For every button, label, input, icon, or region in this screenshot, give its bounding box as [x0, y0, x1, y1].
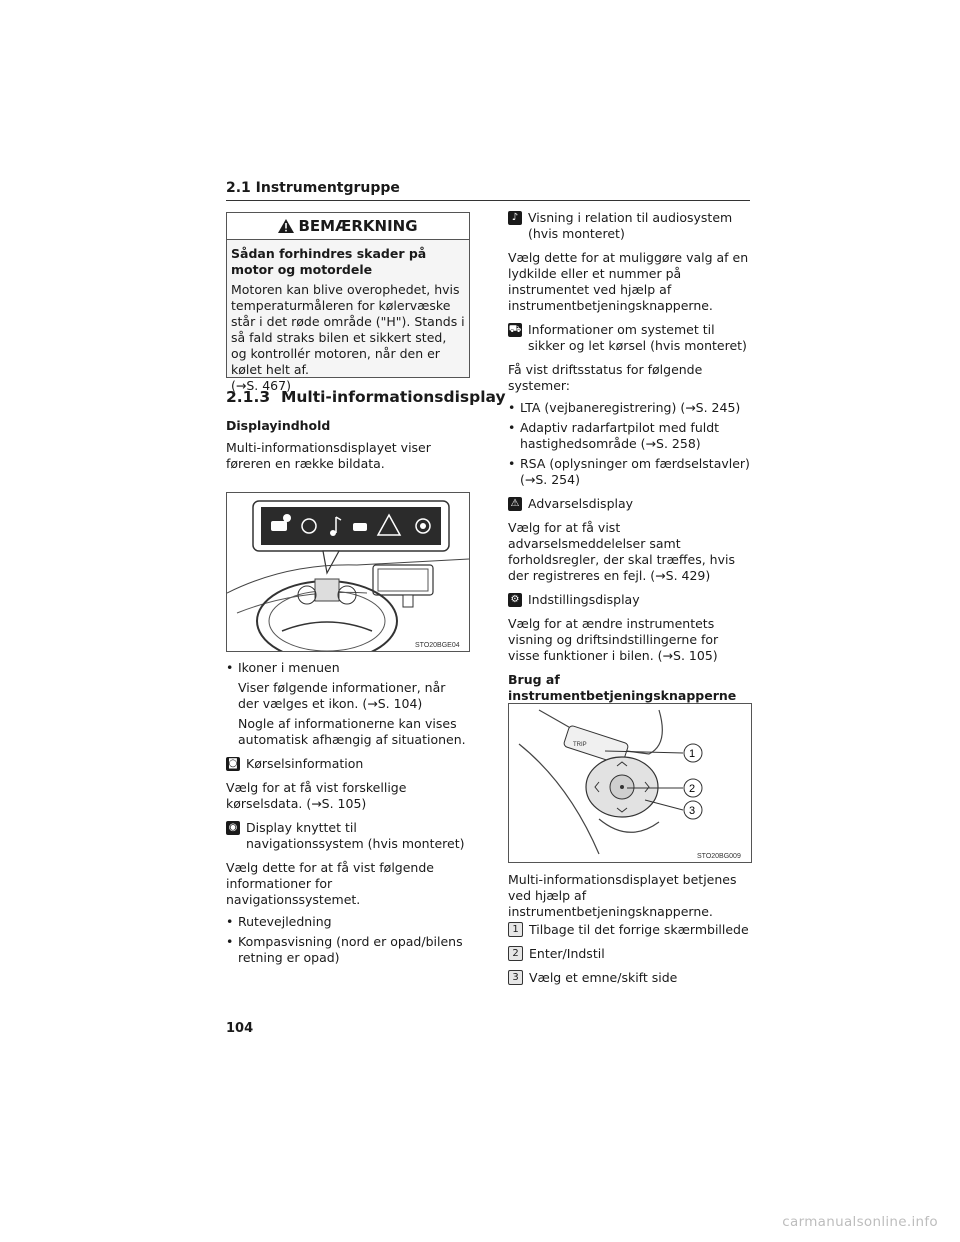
steering-buttons-illustration: [509, 704, 751, 862]
safety-item-lta: • LTA (vejbaneregistrering) (→S. 245): [508, 400, 752, 416]
safety-text: Få vist driftsstatus for følgende systemer:: [508, 362, 703, 393]
nav-text: Vælg dette for at få vist følgende informationer for navigationssystemet.: [226, 860, 434, 907]
legend-text-1: Tilbage til det forrige skærmbillede: [529, 922, 749, 937]
warning-icon: ⚠: [508, 497, 522, 511]
gear-icon: ⚙: [508, 593, 522, 607]
notice-reference: (→S. 467): [231, 378, 291, 393]
legend-text-3: Vælg et emne/skift side: [529, 970, 678, 985]
legend-num-2: 2: [508, 946, 523, 961]
section-number: 2.1.3: [226, 388, 271, 406]
navigation-icon: ◉: [226, 821, 240, 835]
display-intro: Multi-informationsdisplayet viser føreren en række bildata.: [226, 440, 431, 471]
figure2-code: STO20BG009: [697, 853, 741, 860]
safety-item-acc: • Adaptiv radarfartpilot med fuldt hastighedsområde (→S. 258): [508, 420, 752, 452]
notice-header: [227, 213, 469, 240]
figure2-trip: TRIP: [573, 742, 587, 748]
driving-assist-icon: ⛟: [508, 324, 522, 335]
drive-info-title: Kørselsinformation: [246, 756, 364, 771]
nav-title: Display knyttet til navigationssystem (hvis monteret): [246, 820, 465, 851]
music-note-icon: ♪: [508, 211, 522, 225]
menu-icons-text2: Nogle af informationerne kan vises automatisk afhængig af situationen.: [238, 716, 466, 747]
callout-2: 2: [689, 783, 696, 795]
figure-steering-buttons: [508, 703, 752, 863]
page-number: 104: [226, 1021, 254, 1036]
display-heading: Displayindhold: [226, 418, 331, 433]
settings-text: Vælg for at ændre instrumentets visning og driftsindstillingerne for visse funktioner i bilen. (→S. 105): [508, 616, 719, 663]
settings-title: Indstillingsdisplay: [528, 592, 640, 607]
section-name: Multi-informationsdisplay: [280, 388, 506, 406]
dashboard-illustration: [227, 493, 469, 651]
notice-box: [226, 212, 470, 393]
callout-3: 3: [689, 805, 696, 817]
legend-text-2: Enter/Indstil: [529, 946, 605, 961]
warning-triangle-icon: [278, 219, 294, 233]
legend-num-1: 1: [508, 922, 523, 937]
menu-icons-bullet: • Ikoner i menuen: [226, 660, 470, 676]
operate-text: Multi-informationsdisplayet betjenes ved hjælp af instrumentbetjeningsknapperne.: [508, 872, 737, 919]
buttons-heading: Brug af instrumentbetjeningsknapperne: [508, 672, 737, 703]
section-header: 2.1 Instrumentgruppe: [226, 180, 400, 196]
legend-num-3: 3: [508, 970, 523, 985]
audio-text: Vælg dette for at muliggøre valg af en lydkilde eller et nummer på instrumentet ved hjælp af instrumentbetjeningsknapperne.: [508, 250, 749, 313]
warning-text: Vælg for at få vist advarselsmeddelelser samt forholdsregler, der skal træffes, hvis der registreres en fejl. (→S. 429): [508, 520, 735, 583]
menu-icons-text1: Viser følgende informationer, når der vælges et ikon. (→S. 104): [238, 680, 446, 711]
header-divider: [226, 200, 750, 201]
notice-text: Motoren kan blive overophedet, hvis temperaturmåleren for kølervæske står i det røde område ("H"). Stands i så fald straks bilen et sikkert sted, og kontrollér motoren, når den er kølet helt af.: [231, 282, 465, 377]
watermark: carmanualsonline.info: [782, 1214, 938, 1230]
callout-1: 1: [689, 748, 696, 760]
figure-dashboard: [226, 492, 470, 652]
safety-title: Informationer om systemet til sikker og let kørsel (hvis monteret): [528, 322, 747, 353]
section-title: [226, 388, 506, 406]
notice-subtitle: Sådan forhindres skader på motor og motordele: [231, 246, 427, 277]
safety-item-rsa: • RSA (oplysninger om færdselstavler) (→S. 254): [508, 456, 752, 488]
nav-item-route: • Rutevejledning: [226, 914, 470, 930]
audio-title: Visning i relation til audiosystem (hvis monteret): [528, 210, 733, 241]
notice-title: BEMÆRKNING: [298, 217, 418, 235]
figure1-code: STO20BGE04: [415, 642, 460, 649]
drive-info-text: Vælg for at få vist forskellige kørselsdata. (→S. 105): [226, 780, 407, 811]
nav-item-compass: • Kompasvisning (nord er opad/bilens retning er opad): [226, 934, 470, 966]
car-info-icon: ◙: [226, 757, 240, 771]
warning-title: Advarselsdisplay: [528, 496, 634, 511]
